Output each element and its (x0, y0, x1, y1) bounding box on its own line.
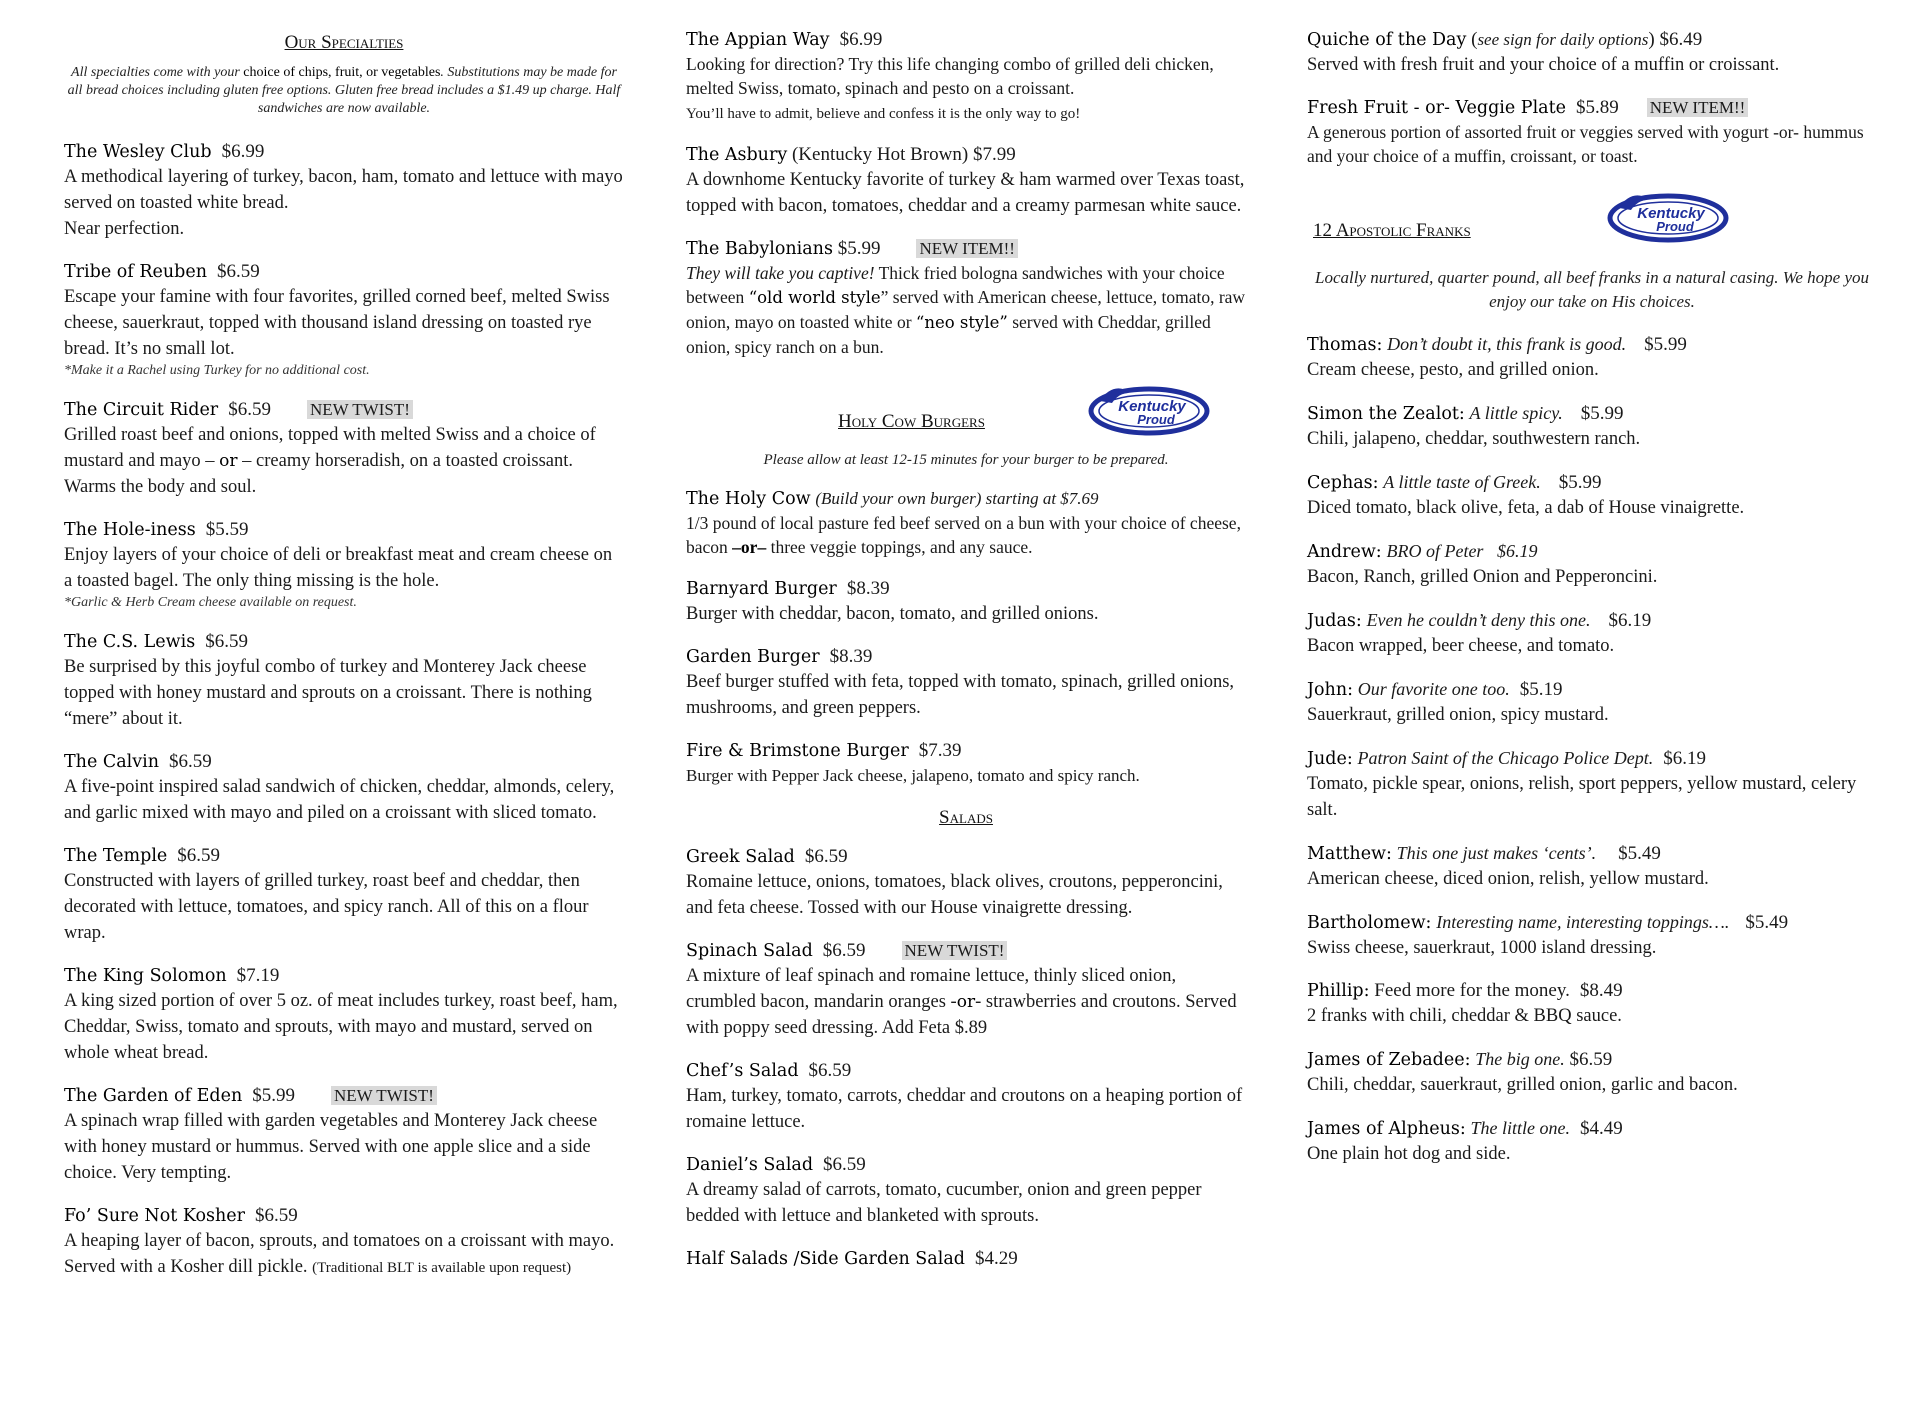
item-description: Chili, jalapeno, cheddar, southwestern ranch. (1307, 429, 1641, 449)
desc-part: - strawberries and croutons. Served with poppy seed dressing. Add Feta $.89 (686, 992, 1237, 1038)
desc-part: – creamy horseradish, on a toasted croissant. Warms the body and soul. (64, 451, 574, 497)
menu-item-garden-of-eden (64, 1084, 624, 1186)
kentucky-proud-logo-icon (1605, 186, 1731, 246)
item-subtitle: (Build your own burger) starting at $7.69 (815, 489, 1099, 508)
item-price: $6.59 (254, 1205, 298, 1226)
menu-item-fire-brimstone-burger (686, 739, 1246, 789)
item-price: $7.39 (918, 740, 962, 761)
item-name: Chef’s Salad (686, 1061, 799, 1081)
menu-item-garden-burger (686, 645, 1246, 721)
item-description (686, 511, 1246, 559)
item-name: The King Solomon (64, 966, 227, 986)
item-subtitle: Feed more for the money. (1374, 980, 1570, 1001)
item-price: $5.49 (1745, 912, 1789, 933)
menu-item-frank-cephas (1307, 470, 1877, 521)
item-price: $7.19 (236, 965, 280, 986)
item-price: $5.99 (1580, 403, 1624, 424)
item-description (686, 261, 1246, 359)
item-price: $6.59 (804, 846, 848, 867)
item-description: A dreamy salad of carrots, tomato, cucumber, onion and green pepper bedded with lettuce and blanketed with sprouts. (686, 1180, 1202, 1226)
desc-italic: They will take you captive! (686, 263, 875, 283)
item-name: The Garden of Eden (64, 1086, 243, 1106)
menu-item-frank-thomas (1307, 332, 1877, 383)
item-subtitle: This one just makes ‘cents’. (1396, 843, 1597, 863)
menu-item-asbury (686, 143, 1246, 219)
desc-or: –or– (732, 537, 767, 557)
item-description: Diced tomato, black olive, feta, a dab of House vinaigrette. (1307, 498, 1745, 518)
item-name: The Holy Cow (686, 489, 811, 509)
item-price: $6.49 (1659, 29, 1703, 50)
item-description: A five-point inspired salad sandwich of chicken, cheddar, almonds, celery, and garlic mixed with mayo and piled on a croissant with sliced tomato. (64, 777, 615, 823)
item-description (686, 963, 1246, 1041)
menu-item-babylonians (686, 237, 1246, 359)
item-name: The Circuit Rider (64, 400, 219, 420)
menu-item-calvin (64, 750, 624, 826)
item-name: John: (1307, 680, 1353, 700)
item-description: Constructed with layers of grilled turkey, roast beef and cheddar, then decorated with lettuce, tomatoes, and spicy ranch. All of this on a flour wrap. (64, 871, 589, 943)
menu-item-tribe-of-reuben (64, 260, 624, 380)
new-twist-badge: NEW TWIST! (331, 1086, 437, 1105)
kentucky-proud-logo (1605, 186, 1731, 246)
item-price: $6.59 (205, 631, 248, 652)
item-name: Fo’ Sure Not Kosher (64, 1206, 245, 1226)
item-price: $5.89 (1576, 97, 1619, 118)
desc-bold: “old world style (748, 288, 881, 307)
item-subtitle-close: ) (1648, 29, 1655, 50)
sandwiches-burgers-salads-column (686, 28, 1246, 1289)
item-price: $6.59 (1569, 1049, 1613, 1070)
item-price: $5.99 (1644, 334, 1687, 355)
menu-item-greek-salad (686, 845, 1246, 921)
item-name: The Babylonians (686, 239, 833, 259)
item-name: The C.S. Lewis (64, 632, 196, 652)
item-name: Simon the Zealot: (1307, 404, 1465, 424)
item-name: Tribe of Reuben (64, 262, 207, 282)
item-subtitle: (Kentucky Hot Brown) (791, 144, 969, 165)
logo-text-proud: Proud (1137, 412, 1175, 427)
item-description (686, 52, 1246, 125)
item-price: $8.49 (1579, 980, 1623, 1001)
item-price: $7.99 (972, 144, 1016, 165)
item-description (64, 422, 624, 500)
item-description: A generous portion of assorted fruit or veggies served with yogurt -or- hummus and your choice of a muffin, croissant, or toast. (1307, 122, 1864, 166)
desc-part: ” served with American cheese, lettuce, tomato, raw onion, mayo on toasted white or (686, 287, 1246, 332)
item-description: Swiss cheese, sauerkraut, 1000 island dressing. (1307, 938, 1657, 958)
note-bold: choice of chips, fruit, or vegetables (243, 65, 441, 80)
item-description: One plain hot dog and side. (1307, 1144, 1511, 1164)
desc-part: Looking for direction? Try this life changing combo of grilled deli chicken, melted Swiss, tomato, spinach and pesto on a croissant. (686, 54, 1214, 98)
item-name: The Wesley Club (64, 142, 212, 162)
item-description: Served with fresh fruit and your choice of a muffin or croissant. (1307, 55, 1780, 75)
item-note: *Make it a Rachel using Turkey for no additional cost. (64, 363, 370, 378)
item-price: $4.49 (1579, 1118, 1623, 1139)
item-name: Matthew: (1307, 844, 1392, 864)
item-subtitle: The big one. (1475, 1049, 1565, 1069)
menu-item-appian-way (686, 28, 1246, 125)
menu-item-frank-john (1307, 677, 1877, 728)
menu-item-temple (64, 844, 624, 946)
item-subtitle: A little taste of Greek. (1383, 472, 1541, 492)
desc-or: or (956, 992, 976, 1012)
item-name: James of Zebadee: (1307, 1050, 1471, 1070)
menu-item-cs-lewis (64, 630, 624, 732)
item-name: Spinach Salad (686, 941, 813, 961)
item-description: Tomato, pickle spear, onions, relish, sport peppers, yellow mustard, celery salt. (1307, 774, 1857, 820)
item-subtitle: Interesting name, interesting toppings…. (1436, 912, 1730, 932)
item-price: $6.59 (177, 845, 221, 866)
new-twist-badge: NEW TWIST! (902, 941, 1008, 960)
item-subtitle: Don’t doubt it, this frank is good. (1387, 334, 1627, 354)
specialties-column (64, 28, 624, 1298)
desc-part: A heaping layer of bacon, sprouts, and tomatoes on a croissant with mayo. Served with a Kosher dill pickle. (64, 1231, 615, 1277)
section-title-salads: Salads (939, 807, 993, 828)
item-subtitle-open: ( (1471, 29, 1478, 50)
item-price: $6.99 (221, 141, 265, 162)
desc-part: A mixture of leaf spinach and romaine lettuce, thinly sliced onion, crumbled bacon, mandarin oranges - (686, 966, 1177, 1012)
desc-part: Thick fried bologna sandwiches with your choice between (686, 263, 1225, 307)
item-price: $6.19 (1608, 610, 1652, 631)
item-price: $8.39 (829, 646, 873, 667)
item-description: Ham, turkey, tomato, carrots, cheddar and croutons on a heaping portion of romaine lettuce. (686, 1086, 1243, 1132)
item-name: Greek Salad (686, 847, 795, 867)
quiche-franks-column (1307, 28, 1877, 1185)
item-note: *Garlic & Herb Cream cheese available on request. (64, 595, 357, 610)
item-name: The Appian Way (686, 30, 830, 50)
desc-part: served with Cheddar, grilled onion, spicy ranch on a bun. (686, 312, 1211, 357)
section-title-burgers: Holy Cow Burgers (838, 411, 985, 432)
menu-item-barnyard-burger (686, 577, 1246, 627)
desc-small: (Traditional BLT is available upon request) (312, 1260, 572, 1276)
item-price: $6.59 (823, 1154, 866, 1175)
item-description: Near perfection. (64, 219, 185, 239)
item-price: $5.99 (837, 238, 881, 259)
item-price: $8.39 (846, 578, 890, 599)
menu-item-frank-james-alpheus (1307, 1116, 1877, 1167)
section-title-franks: 12 Apostolic Franks (1313, 220, 1471, 241)
menu-item-half-salads (686, 1247, 1246, 1271)
menu-item-fo-sure-not-kosher (64, 1204, 624, 1280)
item-price: $6.59 (822, 940, 866, 961)
menu-item-spinach-salad (686, 939, 1246, 1041)
item-name: Thomas: (1307, 335, 1383, 355)
logo-text-proud: Proud (1656, 219, 1694, 234)
desc-part: 1/3 pound of local pasture fed beef served on a bun with your choice of cheese, bacon (686, 513, 1241, 557)
item-name: James of Alpheus: (1307, 1119, 1466, 1139)
item-description: Be surprised by this joyful combo of turkey and Monterey Jack cheese topped with honey mustard and sprouts on a croissant. There is nothing “mere” about it. (64, 657, 592, 729)
desc-part: three veggie toppings, and any sauce. (766, 537, 1033, 557)
item-name: Phillip: (1307, 981, 1370, 1001)
item-subtitle: The little one. (1470, 1118, 1570, 1138)
item-name: The Asbury (686, 145, 788, 165)
menu-item-daniels-salad (686, 1153, 1246, 1229)
item-subtitle: Our favorite one too. (1357, 679, 1510, 699)
item-description: Escape your famine with four favorites, grilled corned beef, melted Swiss cheese, sauerkraut, topped with thousand island dressing on toasted rye bread. It’s no small lot. (64, 287, 610, 359)
new-item-badge: NEW ITEM!! (1647, 98, 1749, 117)
desc-bold: “neo style” (915, 313, 1008, 332)
menu-item-quiche (1307, 28, 1877, 78)
item-subtitle: see sign for daily options (1477, 30, 1649, 49)
item-description: Cream cheese, pesto, and grilled onion. (1307, 360, 1599, 380)
item-price: $4.29 (974, 1248, 1018, 1269)
note-text: . Substitutions may be made for all bread choices including gluten free options. Gluten free bread includes a $1.49 up charge. Half sandwiches are now available. (67, 65, 621, 116)
menu-item-chefs-salad (686, 1059, 1246, 1135)
item-name: Judas: (1307, 611, 1362, 631)
menu-item-frank-matthew (1307, 841, 1877, 892)
item-price: $6.19 (1663, 748, 1707, 769)
franks-note: Locally nurtured, quarter pound, all beef franks in a natural casing. We hope you enjoy our take on His choices. (1314, 268, 1870, 311)
item-name: The Calvin (64, 752, 160, 772)
menu-item-fruit-veggie-plate (1307, 96, 1877, 168)
kentucky-proud-logo (1086, 379, 1212, 439)
item-subtitle: A little spicy. (1469, 403, 1563, 423)
item-description (64, 1228, 624, 1280)
menu-item-frank-phillip (1307, 979, 1877, 1029)
item-description: Romaine lettuce, onions, tomatoes, black olives, croutons, pepperoncini, and feta cheese. Tossed with our House vinaigrette dressing. (686, 872, 1223, 918)
note-text: All specialties come with your (71, 65, 244, 80)
menu-item-hole-iness (64, 518, 624, 612)
item-name: Garden Burger (686, 647, 820, 667)
desc-part: Grilled roast beef and onions, topped with melted Swiss and a choice of mustard and mayo – (64, 425, 596, 471)
item-name: Andrew: (1307, 542, 1382, 562)
menu-item-holy-cow (686, 487, 1246, 559)
item-description: Bacon, Ranch, grilled Onion and Pepperoncini. (1307, 567, 1658, 587)
new-twist-badge: NEW TWIST! (307, 400, 413, 419)
item-price: $5.59 (205, 519, 249, 540)
burgers-heading-row (686, 379, 1246, 441)
item-name: The Hole-iness (64, 520, 196, 540)
item-description: Sauerkraut, grilled onion, spicy mustard. (1307, 705, 1609, 725)
menu-item-circuit-rider (64, 398, 624, 500)
desc-or: or (219, 451, 238, 471)
logo-text-kentucky: Kentucky (1118, 398, 1186, 415)
section-title-specialties: Our Specialties (284, 32, 404, 53)
item-description: 2 franks with chili, cheddar & BBQ sauce. (1307, 1006, 1622, 1026)
item-name: Daniel’s Salad (686, 1155, 814, 1175)
menu-item-frank-james-zebadee (1307, 1047, 1877, 1098)
item-price: $5.19 (1519, 679, 1563, 700)
item-subtitle: BRO of Peter $6.19 (1386, 541, 1538, 561)
item-name: Cephas: (1307, 473, 1379, 493)
item-subtitle: Patron Saint of the Chicago Police Dept. (1357, 748, 1654, 768)
item-name: Jude: (1307, 749, 1353, 769)
item-subtitle: Even he couldn’t deny this one. (1366, 610, 1591, 630)
item-price: $6.59 (808, 1060, 852, 1081)
item-description: Chili, cheddar, sauerkraut, grilled onion, garlic and bacon. (1307, 1075, 1738, 1095)
burgers-note: Please allow at least 12-15 minutes for your burger to be prepared. (763, 452, 1169, 468)
item-name: Fresh Fruit - or- Veggie Plate (1307, 98, 1567, 118)
item-price: $6.59 (216, 261, 260, 282)
item-description: A methodical layering of turkey, bacon, ham, tomato and lettuce with mayo served on toasted white bread. (64, 167, 623, 213)
item-price: $5.49 (1618, 843, 1661, 864)
item-price: $6.59 (228, 399, 271, 420)
item-name: The Temple (64, 846, 168, 866)
menu-item-king-solomon (64, 964, 624, 1066)
item-description: Burger with Pepper Jack cheese, jalapeno, tomato and spicy ranch. (686, 766, 1140, 785)
menu-item-frank-andrew (1307, 539, 1877, 590)
item-description: Burger with cheddar, bacon, tomato, and grilled onions. (686, 604, 1099, 624)
specialties-note (64, 64, 624, 118)
menu-item-frank-simon (1307, 401, 1877, 452)
item-name: Half Salads /Side Garden Salad (686, 1249, 965, 1269)
franks-heading-row (1307, 186, 1877, 256)
item-description: A downhome Kentucky favorite of turkey & ham warmed over Texas toast, topped with bacon, tomatoes, cheddar and a creamy parmesan white sauce. (686, 170, 1245, 216)
item-price: $5.99 (1558, 472, 1602, 493)
item-name: Fire & Brimstone Burger (686, 741, 909, 761)
desc-small: You’ll have to admit, believe and confess it is the only way to go! (686, 106, 1081, 122)
logo-text-kentucky: Kentucky (1637, 205, 1705, 222)
item-price: $5.99 (252, 1085, 295, 1106)
item-price: $6.59 (169, 751, 212, 772)
menu-item-frank-bartholomew (1307, 910, 1877, 961)
menu-item-frank-jude (1307, 746, 1877, 823)
item-description: American cheese, diced onion, relish, yellow mustard. (1307, 869, 1709, 889)
item-name: Barnyard Burger (686, 579, 837, 599)
item-description: A king sized portion of over 5 oz. of meat includes turkey, roast beef, ham, Cheddar, Swiss, tomato and sprouts, with mayo and mustard, served on whole wheat bread. (64, 991, 618, 1063)
new-item-badge: NEW ITEM!! (916, 239, 1018, 258)
item-name: Quiche of the Day (1307, 30, 1467, 50)
menu-item-frank-judas (1307, 608, 1877, 659)
item-description: Bacon wrapped, beer cheese, and tomato. (1307, 636, 1615, 656)
item-description: Enjoy layers of your choice of deli or breakfast meat and cream cheese on a toasted bagel. The only thing missing is the hole. (64, 545, 613, 591)
menu-item-wesley-club (64, 140, 624, 242)
item-name: Bartholomew: (1307, 913, 1432, 933)
kentucky-proud-logo-icon (1086, 379, 1212, 439)
item-price: $6.99 (839, 29, 883, 50)
item-description: Beef burger stuffed with feta, topped with tomato, spinach, grilled onions, mushrooms, and green peppers. (686, 672, 1235, 718)
item-description: A spinach wrap filled with garden vegetables and Monterey Jack cheese with honey mustard or hummus. Served with one apple slice and a side choice. Very tempting. (64, 1111, 598, 1183)
